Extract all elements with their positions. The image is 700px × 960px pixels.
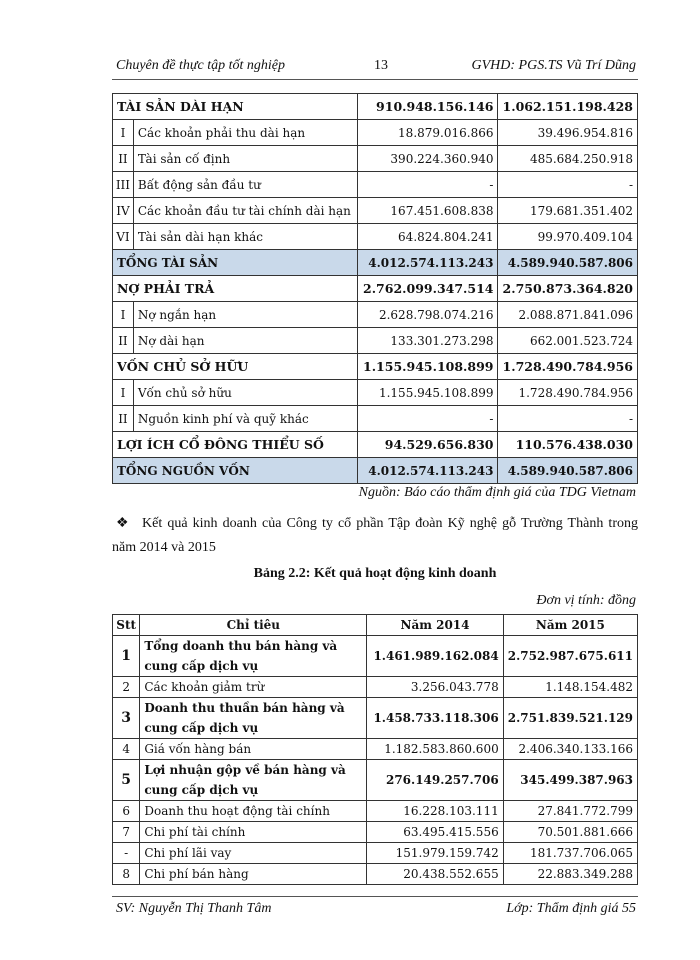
row-label: Các khoản giảm trừ <box>140 677 367 698</box>
value-year-2: 4.589.940.587.806 <box>498 458 638 484</box>
paragraph-text: Kết quả kinh doanh của Công ty cổ phần Tập đoàn Kỹ nghệ gỗ Trường Thành trong năm 2014 và 2015 <box>112 516 638 555</box>
row-label: Vốn chủ sở hữu <box>133 380 357 406</box>
row-label: NỢ PHẢI TRẢ <box>113 276 358 302</box>
row-number: 4 <box>113 739 140 760</box>
table-row <box>113 172 638 198</box>
value-year-1: 2.762.099.347.514 <box>358 276 498 302</box>
value-year-2: 485.684.250.918 <box>498 146 638 172</box>
row-number: 8 <box>113 864 140 885</box>
value-year-1: 2.628.798.074.216 <box>358 302 498 328</box>
value-2014: 1.458.733.118.306 <box>367 698 503 739</box>
row-label: Bất động sản đầu tư <box>133 172 357 198</box>
row-label: Doanh thu thuần bán hàng và cung cấp dịch vụ <box>140 698 367 739</box>
table-row <box>113 739 638 760</box>
header-supervisor: GVHD: PGS.TS Vũ Trí Dũng <box>471 58 636 73</box>
value-year-1: - <box>358 172 498 198</box>
value-year-1: 18.879.016.866 <box>358 120 498 146</box>
row-label: Chi phí lãi vay <box>140 843 367 864</box>
table-row <box>113 801 638 822</box>
row-label: Tài sản dài hạn khác <box>133 224 357 250</box>
value-year-1: 390.224.360.940 <box>358 146 498 172</box>
row-label: Tổng doanh thu bán hàng và cung cấp dịch vụ <box>140 636 367 677</box>
table-row <box>113 458 638 484</box>
intro-paragraph <box>112 512 638 560</box>
value-year-1: 1.155.945.108.899 <box>358 380 498 406</box>
page-header <box>112 57 638 80</box>
value-year-1: 1.155.945.108.899 <box>358 354 498 380</box>
footer-class: Lớp: Thẩm định giá 55 <box>506 901 636 916</box>
row-label: Lợi nhuận gộp về bán hàng và cung cấp dịch vụ <box>140 760 367 801</box>
value-year-2: 1.728.490.784.956 <box>498 380 638 406</box>
row-number: 2 <box>113 677 140 698</box>
header-stt: Stt <box>113 615 140 636</box>
row-label: Nợ ngắn hạn <box>133 302 357 328</box>
row-number: II <box>113 146 134 172</box>
row-label: VỐN CHỦ SỞ HỮU <box>113 354 358 380</box>
row-number: 5 <box>113 760 140 801</box>
row-label: Các khoản đầu tư tài chính dài hạn <box>133 198 357 224</box>
value-year-2: 99.970.409.104 <box>498 224 638 250</box>
row-label: Nguồn kinh phí và quỹ khác <box>133 406 357 432</box>
table-row <box>113 276 638 302</box>
row-label: TỔNG TÀI SẢN <box>113 250 358 276</box>
header-document-title: Chuyên đề thực tập tốt nghiệp <box>116 58 285 73</box>
value-2015: 27.841.772.799 <box>503 801 637 822</box>
value-year-2: - <box>498 406 638 432</box>
row-number: 1 <box>113 636 140 677</box>
table-row <box>113 760 638 801</box>
table-row <box>113 822 638 843</box>
value-year-2: 179.681.351.402 <box>498 198 638 224</box>
row-label: Chi phí bán hàng <box>140 864 367 885</box>
table-row <box>113 636 638 677</box>
value-year-1: 910.948.156.146 <box>358 94 498 120</box>
table-row <box>113 864 638 885</box>
table-row <box>113 354 638 380</box>
value-year-1: 133.301.273.298 <box>358 328 498 354</box>
value-2015: 345.499.387.963 <box>503 760 637 801</box>
row-label: Chi phí tài chính <box>140 822 367 843</box>
value-2014: 1.182.583.860.600 <box>367 739 503 760</box>
value-2014: 63.495.415.556 <box>367 822 503 843</box>
value-year-2: - <box>498 172 638 198</box>
table-row <box>113 120 638 146</box>
value-2014: 3.256.043.778 <box>367 677 503 698</box>
table-row <box>113 328 638 354</box>
value-2015: 2.751.839.521.129 <box>503 698 637 739</box>
value-2014: 276.149.257.706 <box>367 760 503 801</box>
row-number: I <box>113 302 134 328</box>
value-year-1: 4.012.574.113.243 <box>358 458 498 484</box>
income-statement-table <box>112 614 638 885</box>
row-number: - <box>113 843 140 864</box>
value-2014: 1.461.989.162.084 <box>367 636 503 677</box>
value-2014: 151.979.159.742 <box>367 843 503 864</box>
value-year-2: 4.589.940.587.806 <box>498 250 638 276</box>
row-label: Tài sản cố định <box>133 146 357 172</box>
header-indicator: Chỉ tiêu <box>140 615 367 636</box>
value-2015: 70.501.881.666 <box>503 822 637 843</box>
value-year-2: 1.728.490.784.956 <box>498 354 638 380</box>
unit-note: Đơn vị tính: đồng <box>536 593 636 608</box>
header-year-2014: Năm 2014 <box>367 615 503 636</box>
table-row <box>113 302 638 328</box>
value-year-2: 39.496.954.816 <box>498 120 638 146</box>
table-row <box>113 677 638 698</box>
source-note: Nguồn: Báo cáo thẩm định giá của TDG Vietnam <box>358 485 636 500</box>
row-label: Giá vốn hàng bán <box>140 739 367 760</box>
table-row <box>113 406 638 432</box>
value-year-1: 4.012.574.113.243 <box>358 250 498 276</box>
row-label: LỢI ÍCH CỔ ĐÔNG THIỂU SỐ <box>113 432 358 458</box>
page-number: 13 <box>374 58 388 73</box>
value-year-2: 662.001.523.724 <box>498 328 638 354</box>
row-number: III <box>113 172 134 198</box>
table-row <box>113 250 638 276</box>
header-year-2015: Năm 2015 <box>503 615 637 636</box>
table-row <box>113 224 638 250</box>
row-number: 6 <box>113 801 140 822</box>
value-year-1: 94.529.656.830 <box>358 432 498 458</box>
row-number: 7 <box>113 822 140 843</box>
value-year-2: 110.576.438.030 <box>498 432 638 458</box>
table-row <box>113 198 638 224</box>
row-number: 3 <box>113 698 140 739</box>
value-year-2: 2.088.871.841.096 <box>498 302 638 328</box>
value-year-1: 64.824.804.241 <box>358 224 498 250</box>
balance-sheet-table <box>112 93 638 484</box>
value-2015: 2.752.987.675.611 <box>503 636 637 677</box>
table-header-row <box>113 615 638 636</box>
row-number: IV <box>113 198 134 224</box>
footer-student: SV: Nguyễn Thị Thanh Tâm <box>116 901 272 916</box>
table-row <box>113 146 638 172</box>
page-footer <box>112 896 638 921</box>
row-label: Nợ dài hạn <box>133 328 357 354</box>
value-2015: 1.148.154.482 <box>503 677 637 698</box>
value-2015: 2.406.340.133.166 <box>503 739 637 760</box>
table-row <box>113 698 638 739</box>
table-caption: Bảng 2.2: Kết quả hoạt động kinh doanh <box>253 566 497 581</box>
value-2015: 181.737.706.065 <box>503 843 637 864</box>
row-label: TÀI SẢN DÀI HẠN <box>113 94 358 120</box>
value-year-2: 2.750.873.364.820 <box>498 276 638 302</box>
row-number: I <box>113 380 134 406</box>
value-2014: 16.228.103.111 <box>367 801 503 822</box>
value-2014: 20.438.552.655 <box>367 864 503 885</box>
value-2015: 22.883.349.288 <box>503 864 637 885</box>
value-year-1: - <box>358 406 498 432</box>
row-number: II <box>113 406 134 432</box>
row-number: II <box>113 328 134 354</box>
row-number: I <box>113 120 134 146</box>
table-row <box>113 843 638 864</box>
row-label: Các khoản phải thu dài hạn <box>133 120 357 146</box>
value-year-2: 1.062.151.198.428 <box>498 94 638 120</box>
table-row <box>113 94 638 120</box>
table-row <box>113 380 638 406</box>
row-label: TỔNG NGUỒN VỐN <box>113 458 358 484</box>
row-number: VI <box>113 224 134 250</box>
bullet-icon: ❖ <box>116 516 129 531</box>
row-label: Doanh thu hoạt động tài chính <box>140 801 367 822</box>
table-row <box>113 432 638 458</box>
value-year-1: 167.451.608.838 <box>358 198 498 224</box>
